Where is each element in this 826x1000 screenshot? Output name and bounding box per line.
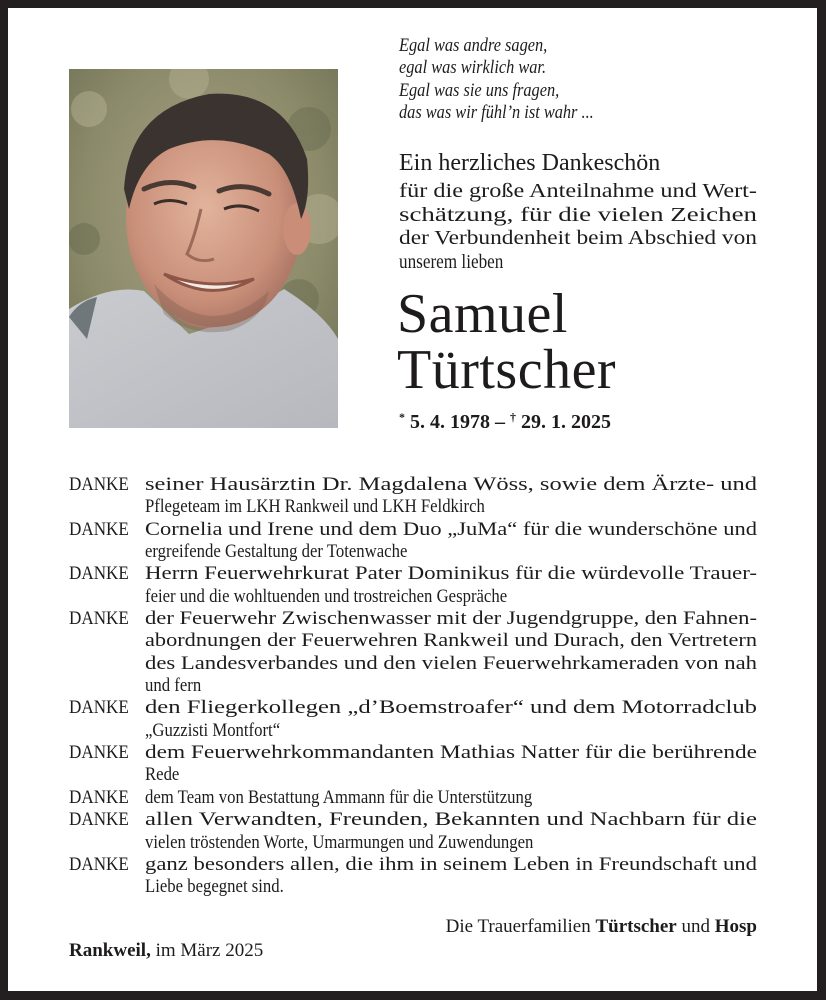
poem-line: egal was wirklich war. — [399, 57, 547, 79]
thanks-line: „Guzzisti Montfort“ — [145, 719, 281, 741]
intro-line: der Verbundenheit beim Abschied von — [399, 228, 757, 249]
date-separator: – — [490, 411, 510, 433]
thanks-line: des Landesverbandes und den vielen Feuerwehrkameraden von nah — [145, 652, 757, 674]
thanks-line: dem Team von Bestattung Ammann für die Unterstützung — [145, 786, 533, 808]
thanks-entry — [69, 809, 757, 854]
birth-date: 5. 4. 1978 — [410, 411, 490, 433]
thanks-entry — [69, 697, 757, 742]
last-name: Türtscher — [397, 339, 617, 401]
signature-prefix: Die Trauerfamilien — [445, 916, 596, 937]
thanks-line: ganz besonders allen, die ihm in seinem Leben in Freundschaft und — [145, 853, 757, 875]
place-and-date — [69, 939, 263, 963]
thanks-label: DANKE — [69, 742, 129, 764]
thanks-heading: Ein herzliches Dankeschön — [399, 150, 661, 176]
thanks-line: Pflegeteam im LKH Rankweil und LKH Feldkirch — [145, 496, 485, 518]
death-date: 29. 1. 2025 — [521, 411, 611, 433]
thanks-line: ergreifende Gestaltung der Totenwache — [145, 541, 408, 563]
signature — [446, 915, 757, 939]
thanks-label: DANKE — [69, 697, 129, 719]
portrait-photo — [69, 69, 338, 428]
thanks-line: Cornelia und Irene und dem Duo „JuMa“ für die wunderschöne und — [145, 518, 757, 540]
thanks-entry — [69, 742, 757, 787]
intro-line: für die große Anteilnahme und Wert- — [399, 181, 757, 202]
thanks-line: und fern — [145, 675, 202, 697]
notice-date: im März 2025 — [150, 940, 264, 961]
thanks-line: feier und die wohltuenden und trostreichen Gespräche — [145, 585, 508, 607]
death-cross-icon: † — [510, 410, 516, 424]
thanks-line: den Fliegerkollegen „d’Boemstroafer“ und dem Motorradclub — [145, 697, 757, 719]
thanks-label: DANKE — [69, 786, 129, 808]
life-dates — [399, 405, 611, 434]
thanks-entry — [69, 519, 757, 564]
thanks-line: Herrn Feuerwehrkurat Pater Dominikus für die würdevolle Trauer- — [145, 563, 757, 585]
thanks-entry — [69, 787, 757, 809]
thanks-label: DANKE — [69, 809, 129, 831]
thanks-line: abordnungen der Feuerwehren Rankweil und Durach, den Vertretern — [145, 630, 757, 652]
thanks-line: vielen tröstenden Worte, Umarmungen und Zuwendungen — [145, 831, 534, 853]
thanks-entry — [69, 608, 757, 697]
thanks-line: Rede — [145, 764, 180, 786]
portrait-image — [69, 69, 338, 428]
thanks-line: dem Feuerwehrkommandanten Mathias Natter für die berührende — [145, 742, 757, 764]
thanks-label: DANKE — [69, 563, 129, 585]
thanks-entry — [69, 474, 757, 519]
signature-conjunction: und — [676, 916, 715, 937]
intro-line: schätzung, für die vielen Zeichen — [399, 204, 757, 226]
poem — [399, 35, 625, 124]
intro-text — [399, 180, 757, 274]
thanks-line: der Feuerwehr Zwischenwasser mit der Jugendgruppe, den Fahnen- — [145, 608, 757, 630]
poem-line: das was wir fühl’n ist wahr ... — [399, 101, 594, 123]
thanks-entry — [69, 854, 757, 899]
place-name: Rankweil, — [69, 940, 151, 961]
thanks-label: DANKE — [69, 608, 129, 630]
first-name: Samuel — [397, 283, 568, 345]
thanks-label: DANKE — [69, 853, 129, 875]
poem-line: Egal was andre sagen, — [399, 35, 548, 56]
thanks-line: seiner Hausärztin Dr. Magdalena Wöss, sowie dem Ärzte- und — [145, 474, 757, 495]
deceased-name — [397, 283, 617, 401]
thanks-entry — [69, 563, 757, 608]
thanks-list — [69, 474, 757, 899]
thanks-line: Liebe begegnet sind. — [145, 876, 284, 898]
family-name-1: Türtscher — [595, 916, 677, 937]
poem-line: Egal was sie uns fragen, — [399, 79, 560, 101]
family-name-2: Hosp — [714, 916, 757, 937]
thanks-label: DANKE — [69, 518, 129, 540]
thanks-line: allen Verwandten, Freunden, Bekannten und Nachbarn für die — [145, 809, 757, 831]
intro-line: unserem lieben — [399, 251, 504, 273]
birth-star-icon: * — [399, 410, 405, 424]
thanks-label: DANKE — [69, 474, 129, 495]
